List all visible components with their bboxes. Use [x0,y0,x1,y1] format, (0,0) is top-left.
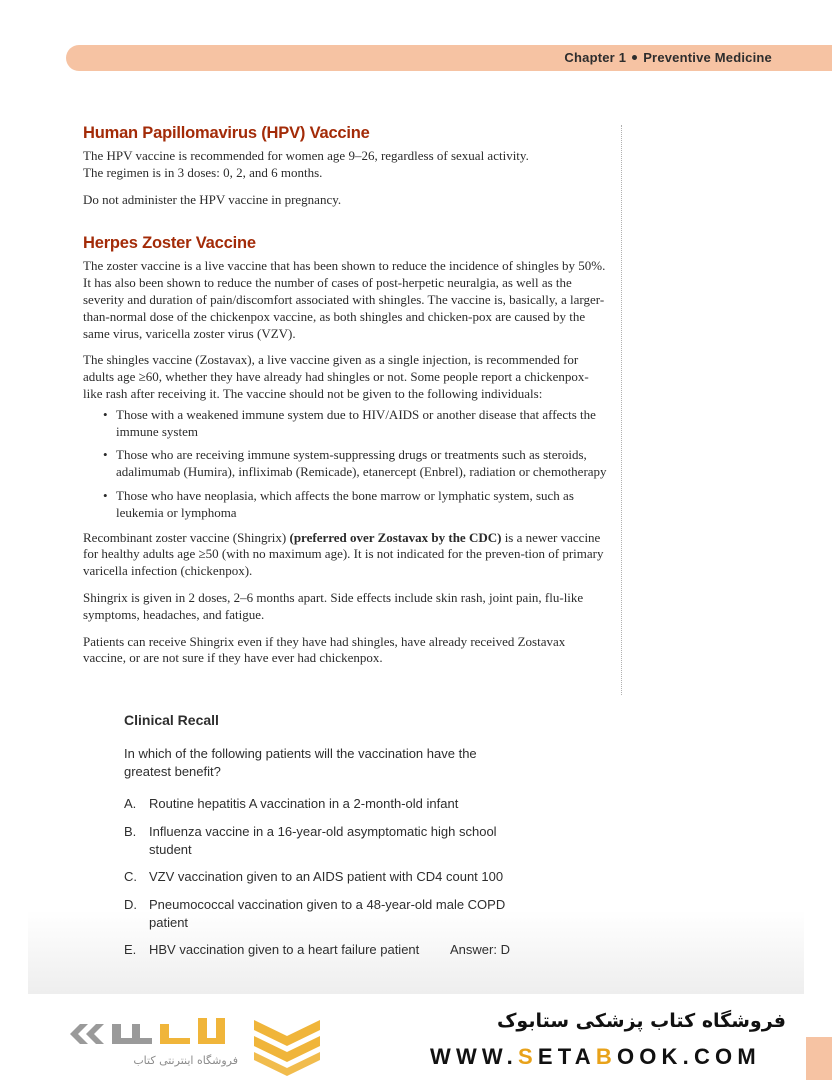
list-item: • Those with a weakened immune system due to HIV/AIDS or another disease that affects the immune system [103,407,608,441]
hpv-paragraph-1: The HPV vaccine is recommended for women age 9–26, regardless of sexual activity. [83,148,529,163]
option-text: HBV vaccination given to a heart failure patient [149,942,420,957]
zoster-paragraph-1: The zoster vaccine is a live vaccine that has been shown to reduce the incidence of shingles by 50%. It has also been shown to reduce the number of cases of post-herpetic neuralgia, as well as the severity and duration of pain/discomfort associated with shingles. The vaccine is, basically, a larger-than-normal dose of the chickenpox vaccine, as both shingles and chicken-pox are caused by the same virus, varicella zoster virus (VZV). [83,258,606,341]
list-item: • Those who are receiving immune system-suppressing drugs or treatments such as steroids, adalimumab (Humira), infliximab (Remicade), etanercept (Enbrel), radiation or chemotherapy [103,447,608,481]
main-content [83,124,608,677]
option-a [124,795,524,813]
option-b [124,823,524,859]
option-letter: A. [124,796,137,811]
option-text: Routine hepatitis A vaccination in a 2-month-old infant [149,796,459,811]
shop-title: فروشگاه کتاب پزشکی ستابوک [496,1010,786,1032]
running-header [564,50,772,65]
recall-question: In which of the following patients will the vaccination have the greatest benefit? [124,746,477,779]
chapter-header-band [66,45,832,71]
option-c [124,868,524,886]
list-item: • Those who have neoplasia, which affects the bone marrow or lymphatic system, such as leukemia or lymphoma [103,488,608,522]
zoster-paragraph-3 [83,530,608,580]
shingrix-text-rest: is a newer vaccine for healthy adults age ≥50 (with no maximum age). It is not indicated for the preven-tion of primary varicella infection (chickenpox). [83,529,604,579]
option-text: Influenza vaccine in a 16-year-old asymptomatic high school student [149,823,497,857]
option-letter: E. [124,942,137,957]
zoster-paragraph-4: Shingrix is given in 2 doses, 2–6 months apart. Side effects include skin rash, joint pain, flu-like symptoms, headaches, and fatigue. [83,589,584,622]
option-d [124,896,524,932]
zoster-heading: Herpes Zoster Vaccine [83,234,256,253]
recall-title: Clinical Recall [124,712,219,728]
option-text: VZV vaccination given to an AIDS patient with CD4 count 100 [149,869,504,884]
zoster-paragraph-2: The shingles vaccine (Zostavax), a live vaccine given as a single injection, is recommended for adults age ≥60, whether they have already had shingles or not. Some people report a chickenpox-like rash after receiving it. The vaccine should not be given to the following individuals: [83,352,589,401]
shop-url [430,1044,761,1070]
section-label: Preventive Medicine [643,50,772,65]
option-text: Pneumococcal vaccination given to a 48-year-old male COPD patient [149,896,506,930]
url-accent: S [518,1044,538,1069]
option-letter: C. [124,869,137,884]
page-corner-tab [806,1037,832,1080]
url-part: ETA [537,1044,596,1069]
book-stack-logo-icon [248,1016,326,1081]
option-letter: D. [124,896,137,912]
contraindication-list [83,407,608,522]
separator-dot-icon [632,55,637,60]
hpv-paragraph-3: Do not administer the HPV vaccine in pregnancy. [83,191,342,207]
url-part: OOK.COM [616,1044,761,1069]
url-accent: B [595,1044,617,1069]
recall-answer: Answer: D [450,942,510,957]
url-part: WWW. [430,1044,518,1069]
setabook-wordmark-icon [66,1016,238,1057]
logo-subtitle: فروشگاه اینترنتی کتاب [133,1054,238,1067]
shingrix-text: Recombinant zoster vaccine (Shingrix) [83,529,290,545]
cdc-preference-bold: (preferred over Zostavax by the CDC) [289,529,502,545]
hpv-paragraph-2: The regimen is in 3 doses: 0, 2, and 6 months. [83,164,323,180]
option-letter: B. [124,823,137,839]
zoster-paragraph-5: Patients can receive Shingrix even if they have had shingles, have already received Zostavax vaccine, or are not sure if they have ever had chickenpox. [83,633,566,666]
hpv-heading: Human Papillomavirus (HPV) Vaccine [83,124,370,142]
clinical-recall [124,712,524,969]
chapter-label: Chapter 1 [564,50,627,65]
